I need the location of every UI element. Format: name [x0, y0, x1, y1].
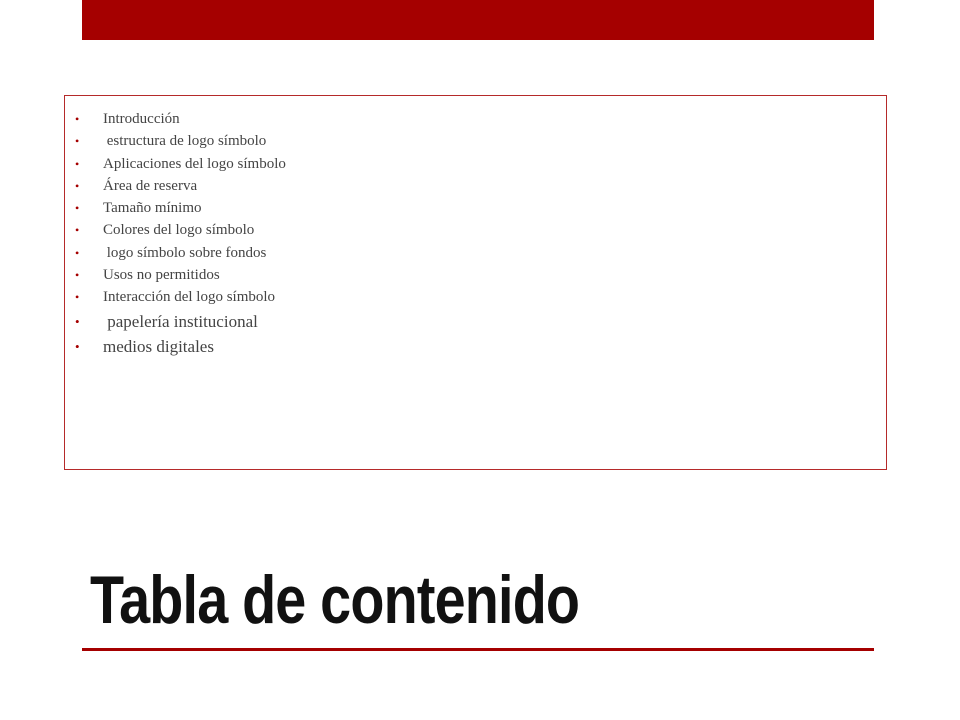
bullet-icon: •: [75, 290, 80, 305]
toc-item-label: Tamaño mínimo: [103, 200, 202, 217]
bullet-icon: •: [75, 313, 80, 329]
toc-item-label: Colores del logo símbolo: [103, 222, 255, 239]
toc-item: [75, 242, 286, 264]
toc-item: [75, 175, 286, 197]
toc-item-label: Usos no permitidos: [103, 267, 220, 284]
bullet-icon: •: [75, 223, 80, 238]
bullet-icon: •: [75, 268, 80, 283]
toc-item-label: Introducción: [103, 111, 180, 127]
toc-item-label: Aplicaciones del logo símbolo: [103, 155, 286, 172]
toc-item: [75, 309, 286, 334]
toc-item: [75, 264, 286, 286]
bullet-icon: •: [75, 156, 80, 171]
toc-item: [75, 130, 286, 152]
bullet-icon: •: [75, 178, 80, 193]
toc-item-label: papelería institucional: [103, 311, 258, 331]
toc-item: [75, 286, 286, 308]
toc-item: [75, 108, 286, 130]
toc-item-label: Área de reserva: [103, 177, 198, 194]
toc-item: [75, 197, 286, 219]
toc-item: [75, 334, 286, 359]
slide-title: Tabla de contenido: [90, 562, 580, 638]
toc-item-label: logo símbolo sobre fondos: [103, 244, 267, 261]
top-accent-bar: [82, 0, 874, 40]
bullet-icon: •: [75, 245, 80, 260]
toc-item-label: Interacción del logo símbolo: [103, 289, 276, 306]
toc-list: [75, 108, 286, 359]
title-underline: [82, 648, 874, 651]
content-box: [64, 95, 887, 470]
toc-item: [75, 219, 286, 241]
bullet-icon: •: [75, 338, 80, 354]
toc-item-label: estructura de logo símbolo: [103, 133, 267, 150]
toc-item-label: medios digitales: [103, 336, 214, 356]
bullet-icon: •: [75, 112, 80, 126]
bullet-icon: •: [75, 134, 80, 149]
bullet-icon: •: [75, 201, 80, 216]
toc-item: [75, 153, 286, 175]
